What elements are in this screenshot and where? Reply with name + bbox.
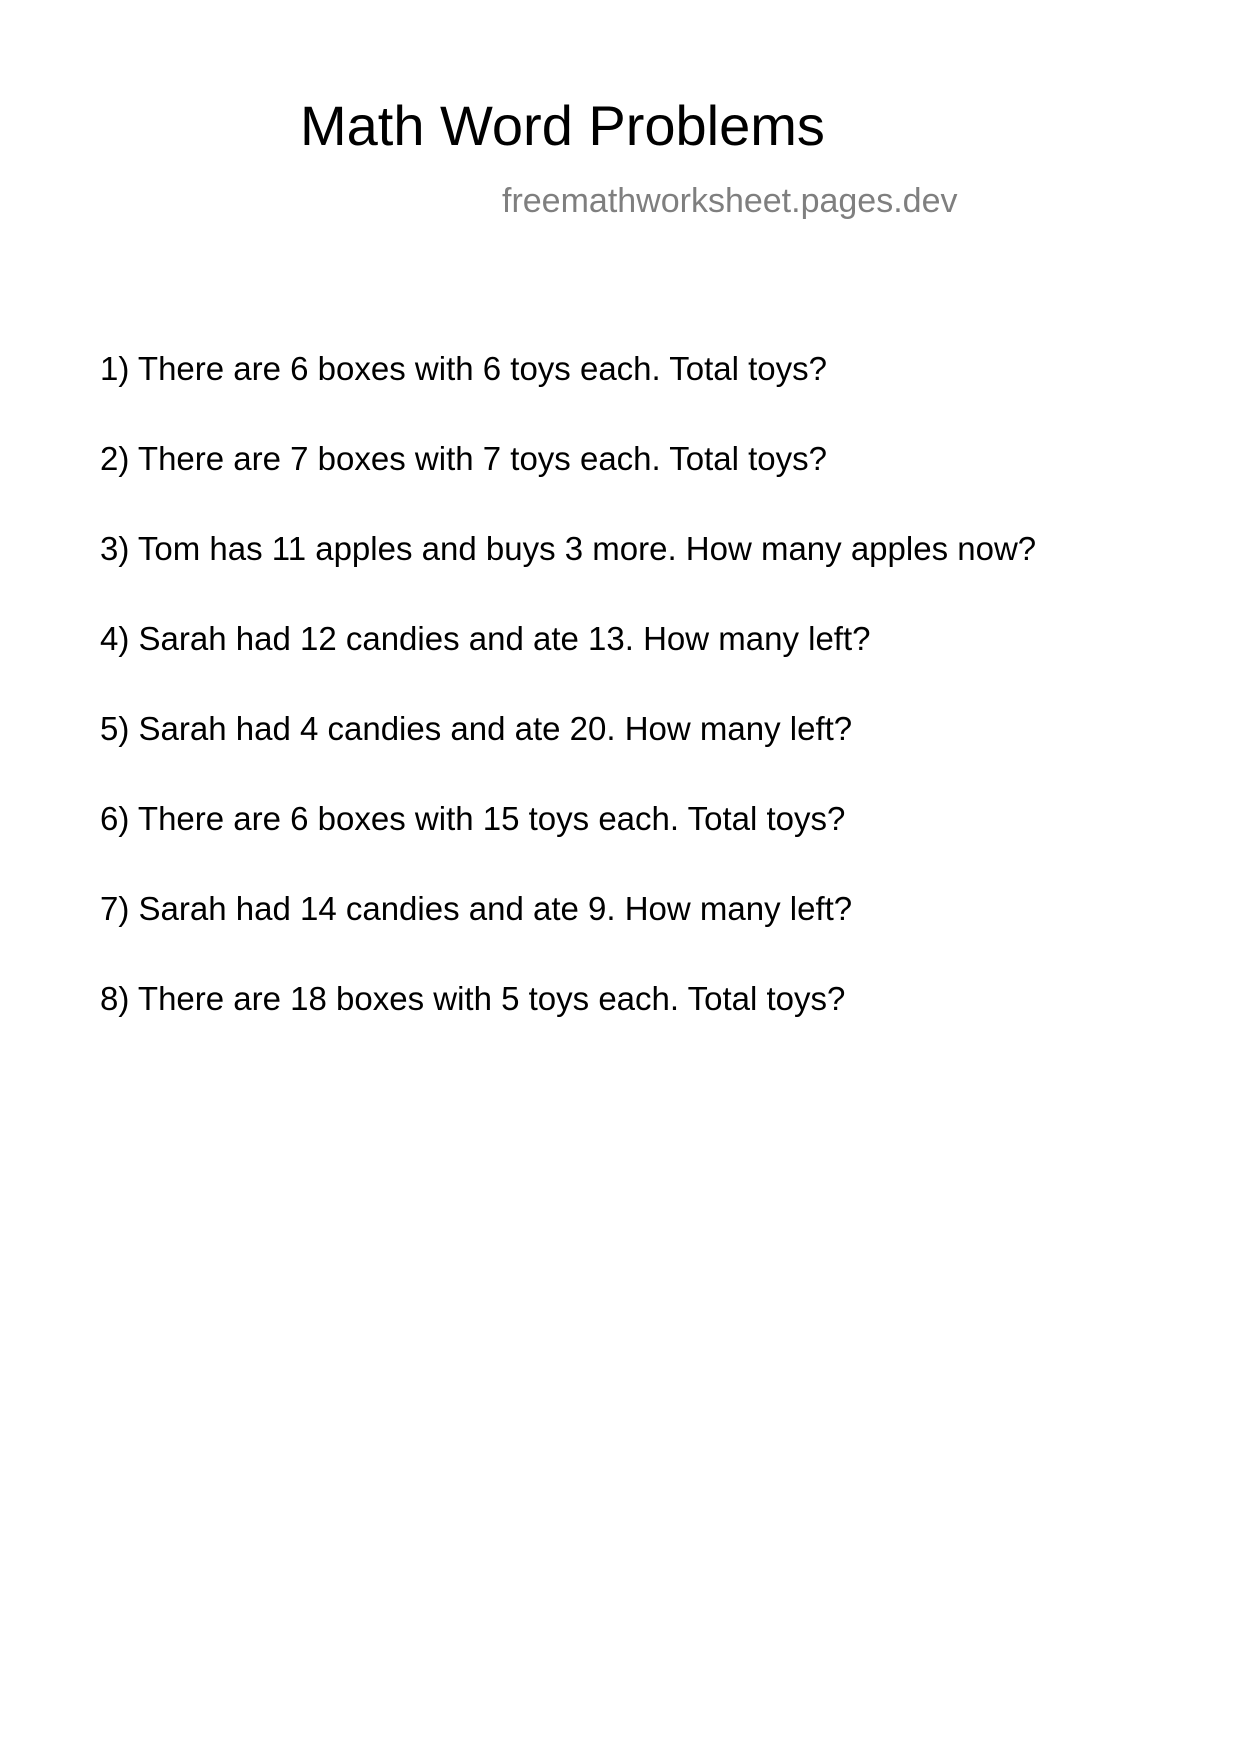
problem-item-7: 7) Sarah had 14 candies and ate 9. How many left? (100, 890, 853, 927)
problem-item-3: 3) Tom has 11 apples and buys 3 more. How many apples now? (100, 530, 1037, 567)
problem-item-5: 5) Sarah had 4 candies and ate 20. How many left? (100, 710, 853, 747)
problem-item-1: 1) There are 6 boxes with 6 toys each. Total toys? (100, 350, 828, 387)
problem-item-6: 6) There are 6 boxes with 15 toys each. Total toys? (100, 800, 846, 837)
problem-item-2: 2) There are 7 boxes with 7 toys each. Total toys? (100, 440, 828, 477)
problem-item-4: 4) Sarah had 12 candies and ate 13. How many left? (100, 620, 871, 657)
problem-list (100, 352, 1036, 1072)
website-url: freemathworksheet.pages.dev (502, 182, 958, 220)
page-title: Math Word Problems (300, 94, 825, 157)
problem-item-8: 8) There are 18 boxes with 5 toys each. Total toys? (100, 980, 846, 1017)
